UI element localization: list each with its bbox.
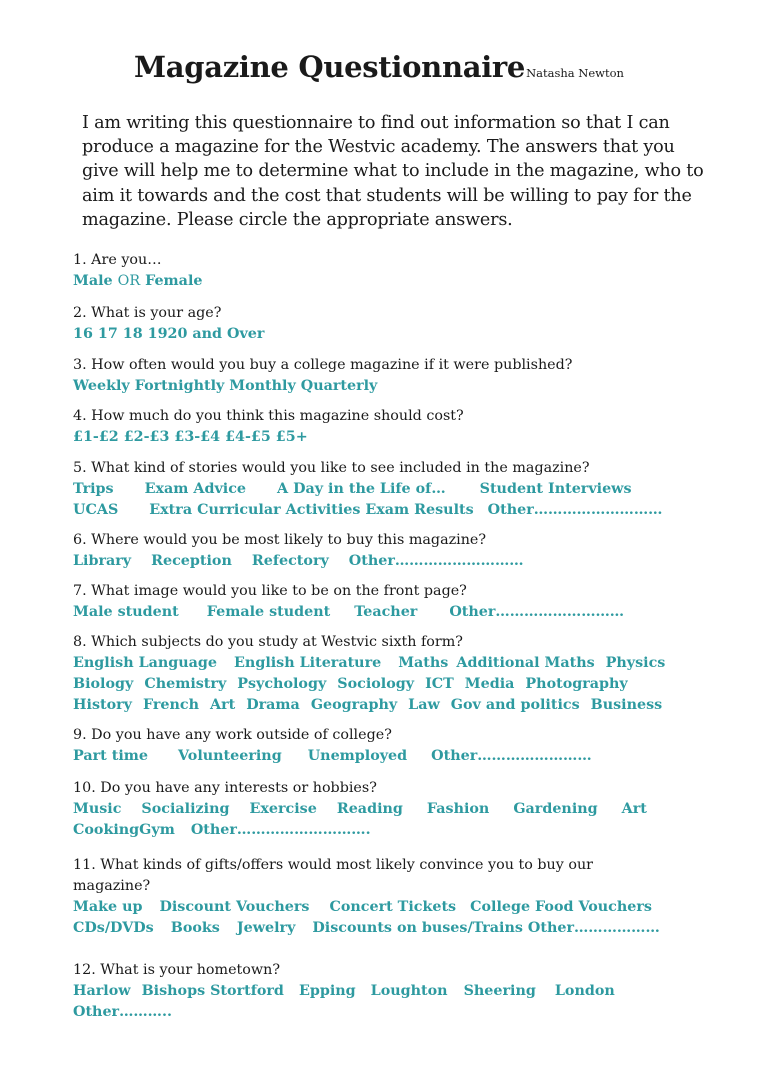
intro-paragraph: I am writing this questionnaire to find out information so that I can produce a magazine for the Westvic academy. The answers that you give will help me to determine what to include in the magazine, who to aim it towards and the cost that students will be willing to pay for the magazine. Please circle the appropriate answers. (82, 113, 704, 230)
answer-options[interactable]: Weekly Fortnightly Monthly Quarterly (73, 378, 378, 394)
option-item[interactable]: Loughton (370, 983, 448, 999)
question-text-continued: magazine? (73, 878, 151, 894)
option-item[interactable]: Biology (73, 676, 134, 692)
option-item[interactable]: Exercise (249, 801, 317, 817)
option-item[interactable]: Chemistry (144, 676, 227, 692)
option-item[interactable]: Teacher (354, 604, 418, 620)
option-item[interactable]: Student Interviews (479, 481, 632, 497)
question-text: 2. What is your age? (73, 305, 222, 321)
option-item[interactable]: Female student (206, 604, 331, 620)
option-item[interactable]: Sociology (337, 676, 415, 692)
option-item[interactable]: English Literature (234, 655, 382, 671)
question-text: 6. Where would you be most likely to buy this magazine? (73, 532, 487, 548)
option-item[interactable]: Art (621, 801, 647, 817)
answer-line (73, 695, 753, 716)
option-item[interactable]: Additional Maths (456, 655, 595, 671)
answer-line (73, 746, 753, 767)
answer-line (73, 500, 753, 521)
title-row (134, 50, 624, 84)
answer-line (73, 820, 753, 841)
question-7 (73, 581, 753, 623)
option-item[interactable]: Socializing (141, 801, 230, 817)
author-name: Natasha Newton (526, 66, 624, 80)
option-male[interactable]: Male (73, 273, 113, 289)
answer-line (73, 653, 753, 674)
option-item[interactable]: Fashion (426, 801, 490, 817)
option-item[interactable]: Library (73, 553, 132, 569)
option-item[interactable]: Photography (525, 676, 628, 692)
option-item[interactable]: ICT (425, 676, 454, 692)
option-item[interactable]: Physics (605, 655, 666, 671)
option-item[interactable]: Other……………………… (348, 553, 524, 569)
option-item[interactable]: Jewelry (236, 920, 296, 936)
option-item[interactable]: Business (590, 697, 663, 713)
option-item[interactable]: Psychology (237, 676, 327, 692)
option-item[interactable]: Reception (151, 553, 232, 569)
question-8 (73, 632, 753, 716)
option-item[interactable]: Other……………………… (487, 502, 663, 518)
option-item[interactable]: Gardening (513, 801, 598, 817)
question-text: 4. How much do you think this magazine should cost? (73, 408, 464, 424)
option-item[interactable]: French (142, 697, 199, 713)
option-item[interactable]: Refectory (251, 553, 329, 569)
question-text: 1. Are you… (73, 252, 162, 268)
option-item[interactable]: Extra Curricular Activities Exam Results (149, 502, 474, 518)
option-item[interactable]: Bishops Stortford (141, 983, 284, 999)
answer-line (73, 1002, 753, 1023)
answer-line (73, 551, 753, 572)
question-11 (73, 855, 753, 939)
option-item[interactable]: English Language (73, 655, 218, 671)
question-text: 10. Do you have any interests or hobbies? (73, 780, 377, 796)
question-3 (73, 355, 753, 397)
answer-line (73, 674, 753, 695)
question-12 (73, 960, 753, 1023)
question-6 (73, 530, 753, 572)
answer-line (73, 918, 753, 939)
option-item[interactable]: London (554, 983, 615, 999)
answer-line (73, 799, 753, 820)
question-text: 3. How often would you buy a college magazine if it were published? (73, 357, 573, 373)
page-title: Magazine Questionnaire (134, 50, 526, 84)
option-item[interactable]: Unemployed (307, 748, 408, 764)
option-item[interactable]: UCAS (73, 502, 119, 518)
answer-line (73, 479, 753, 500)
question-10 (73, 778, 753, 841)
option-item[interactable]: Part time (73, 748, 149, 764)
option-item[interactable]: Epping (298, 983, 356, 999)
option-item[interactable]: Harlow (73, 983, 131, 999)
answer-line (73, 981, 753, 1002)
option-item[interactable]: Reading (336, 801, 403, 817)
question-text: 7. What image would you like to be on the front page? (73, 583, 467, 599)
option-female[interactable]: Female (145, 273, 203, 289)
question-text: 5. What kind of stories would you like to see included in the magazine? (73, 460, 590, 476)
answer-options (73, 271, 753, 292)
option-separator: OR (117, 273, 141, 289)
option-item[interactable]: Sheering (463, 983, 536, 999)
option-item[interactable]: CookingGym (73, 822, 175, 838)
question-2 (73, 303, 753, 345)
option-item[interactable]: Exam Advice (144, 481, 247, 497)
option-item[interactable]: Other……….. (73, 1004, 172, 1020)
option-item[interactable]: Discount Vouchers (159, 899, 310, 915)
answer-line (73, 897, 753, 918)
question-1 (73, 250, 753, 292)
option-item[interactable]: Maths (398, 655, 449, 671)
question-9 (73, 725, 753, 767)
option-item[interactable]: Law (408, 697, 440, 713)
option-item[interactable]: Volunteering (178, 748, 282, 764)
option-item[interactable]: Art (210, 697, 236, 713)
option-item[interactable]: Books (170, 920, 220, 936)
option-item[interactable]: Geography (310, 697, 398, 713)
question-text: 12. What is your hometown? (73, 962, 281, 978)
option-item[interactable]: Concert Tickets (329, 899, 457, 915)
answer-options[interactable]: 16 17 18 1920 and Over (73, 326, 265, 342)
option-item[interactable]: College Food Vouchers (470, 899, 652, 915)
question-text: 11. What kinds of gifts/offers would most likely convince you to buy our (73, 857, 594, 873)
question-4 (73, 406, 753, 448)
option-item[interactable]: Discounts on buses/Trains Other……………… (312, 920, 660, 936)
option-item[interactable]: Make up (73, 899, 143, 915)
question-text: 9. Do you have any work outside of college? (73, 727, 392, 743)
question-5 (73, 458, 753, 521)
option-item[interactable]: Other……………………… (449, 604, 625, 620)
option-item[interactable]: History (73, 697, 132, 713)
option-item[interactable]: Gov and politics (450, 697, 580, 713)
option-item[interactable]: A Day in the Life of… (277, 481, 446, 497)
option-item[interactable]: Music (73, 801, 122, 817)
option-item[interactable]: CDs/DVDs (73, 920, 154, 936)
option-item[interactable]: Media (464, 676, 515, 692)
option-item[interactable]: Trips (73, 481, 114, 497)
answer-options[interactable]: £1-£2 £2-£3 £3-£4 £4-£5 £5+ (73, 429, 308, 445)
question-text: 8. Which subjects do you study at Westvic sixth form? (73, 634, 463, 650)
option-item[interactable]: Male student (73, 604, 179, 620)
answer-line (73, 602, 753, 623)
option-item[interactable]: Other…………………… (431, 748, 592, 764)
option-item[interactable]: Drama (246, 697, 300, 713)
option-item[interactable]: Other………………………. (190, 822, 371, 838)
